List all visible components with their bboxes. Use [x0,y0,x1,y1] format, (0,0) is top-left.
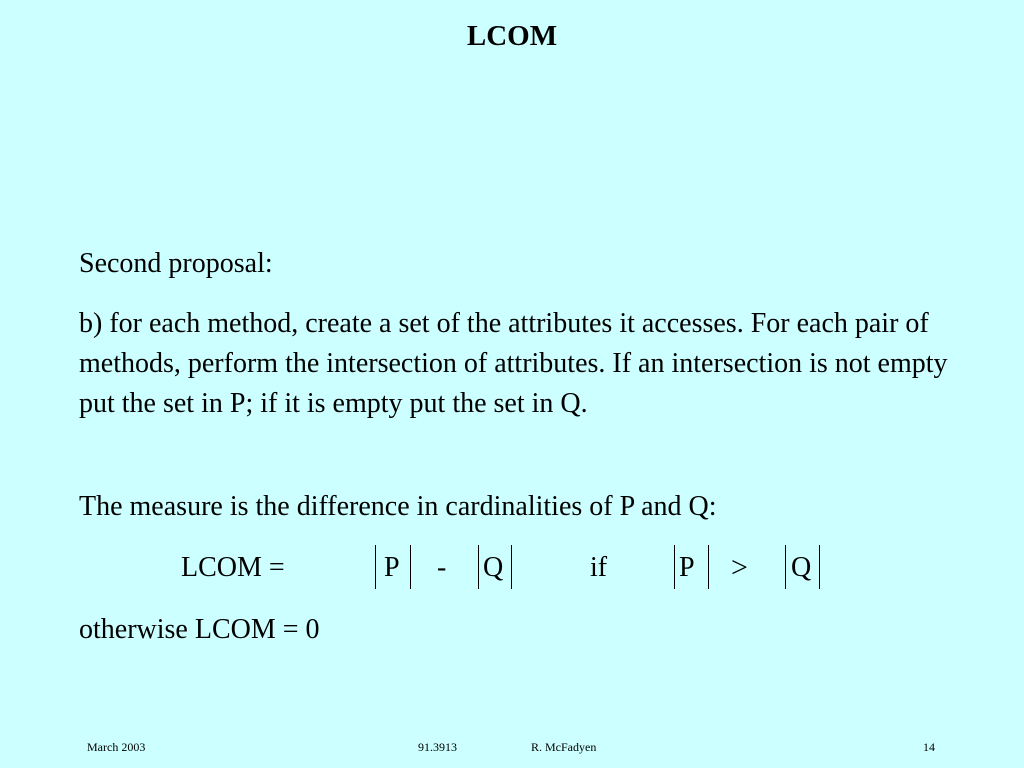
cardinality-bar [375,545,376,589]
formula-p2: P [679,552,695,583]
formula-q2: Q [791,552,812,583]
slide-title: LCOM [466,20,558,52]
footer-page-number: 14 [923,740,935,754]
formula-greater-than: > [731,551,748,584]
footer-author: R. McFadyen [531,740,597,754]
cardinality-bar [785,545,786,589]
cardinality-bar [410,545,411,589]
formula-if: if [590,552,608,583]
heading-second-proposal: Second proposal: [79,248,273,279]
otherwise-line: otherwise LCOM = 0 [79,614,320,645]
cardinality-bar [511,545,512,589]
cardinality-bar [708,545,709,589]
formula-minus: - [437,552,447,583]
cardinality-bar [478,545,479,589]
formula-lhs: LCOM = [181,552,285,583]
paragraph-b: b) for each method, create a set of the attributes it accesses. For each pair of methods, perform the intersection of attributes. If an intersection is not empty put the set in P; if it is empty put the set in Q. [79,308,948,419]
formula-p: P [384,552,400,583]
footer-date: March 2003 [87,740,146,754]
footer-course: 91.3913 [418,740,457,754]
formula-q: Q [483,552,504,583]
paragraph-measure: The measure is the difference in cardinalities of P and Q: [79,491,717,522]
cardinality-bar [819,545,820,589]
cardinality-bar [674,545,675,589]
